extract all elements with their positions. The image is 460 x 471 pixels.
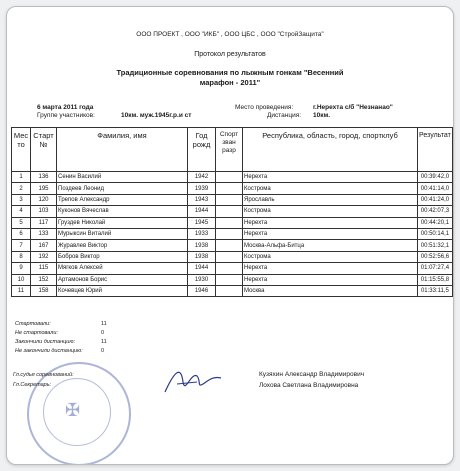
cell-name: Журавлев Виктор (57, 240, 188, 251)
table-row (12, 217, 453, 228)
stat-value: 0 (101, 330, 105, 336)
cell-year: 1942 (188, 172, 216, 183)
cell-name: Поздеев Леонид (57, 183, 188, 194)
col-header-year: Год рожд (188, 128, 216, 172)
cell-year: 1930 (188, 274, 216, 285)
stat-value: 11 (101, 339, 107, 345)
eagle-emblem-icon: ✠ (65, 400, 81, 420)
cell-place: 2 (12, 183, 31, 194)
cell-name: Артамонов Борис (57, 274, 188, 285)
protocol-title: Протокол результатов (194, 51, 266, 58)
cell-bib: 115 (31, 263, 57, 274)
distance-label: Дистанция: (267, 112, 302, 119)
event-date: 6 марта 2011 года (37, 104, 94, 111)
cell-result: 00:41:14,0 (418, 183, 453, 194)
cell-rank (216, 263, 243, 274)
cell-result: 00:52:56,6 (418, 251, 453, 262)
cell-rank (216, 228, 243, 239)
cell-bib: 136 (31, 172, 57, 183)
cell-club: Нерехта (243, 217, 418, 228)
col-header-bib: Старт № (31, 128, 57, 172)
secretary-name: Лохова Светлана Владимировна (259, 382, 359, 389)
cell-place: 10 (12, 274, 31, 285)
cell-year: 1939 (188, 183, 216, 194)
cell-bib: 133 (31, 228, 57, 239)
document-frame (6, 6, 454, 465)
cell-club: Кострома (243, 251, 418, 262)
cell-name: Сенин Василий (57, 172, 188, 183)
cell-year: 1946 (188, 285, 216, 296)
cell-rank (216, 240, 243, 251)
cell-club: Нерехта (243, 228, 418, 239)
cell-club: Кострома (243, 183, 418, 194)
table-row (12, 263, 453, 274)
table-row (12, 172, 453, 183)
cell-result: 01:07:27,4 (418, 263, 453, 274)
organizers-line: ООО ПРОЕКТ , ООО "ИКБ" , ООО ЦБС , ООО "СтройЗащита" (136, 31, 324, 38)
cell-name: Куконов Вячеслав (57, 206, 188, 217)
cell-year: 1938 (188, 251, 216, 262)
event-title-line2: марафон - 2011" (199, 78, 261, 87)
cell-name: Бобров Виктор (57, 251, 188, 262)
table-row (12, 240, 453, 251)
cell-place: 8 (12, 251, 31, 262)
cell-place: 6 (12, 228, 31, 239)
cell-place: 7 (12, 240, 31, 251)
cell-name: Груздев Николай (57, 217, 188, 228)
table-row (12, 251, 453, 262)
cell-club: Ярославль (243, 194, 418, 205)
cell-club: Нерехта (243, 274, 418, 285)
secretary-label: Гл.Секретарь: (13, 382, 52, 388)
cell-result: 00:42:07,3 (418, 206, 453, 217)
group-label: Группе участников: (37, 112, 95, 119)
cell-club: Москва (243, 285, 418, 296)
col-header-place: Мес то (12, 128, 31, 172)
cell-year: 1938 (188, 240, 216, 251)
cell-name: Кочевцев Юрий (57, 285, 188, 296)
cell-bib: 120 (31, 194, 57, 205)
stat-label: Не стартовали: (15, 330, 58, 336)
stat-label: Закончили дистанцию: (15, 339, 76, 345)
stat-value: 0 (101, 348, 105, 354)
cell-place: 9 (12, 263, 31, 274)
event-title-line1: Традиционные соревнования по лыжным гонкам "Весенний (116, 68, 344, 77)
cell-club: Нерехта (243, 263, 418, 274)
cell-year: 1945 (188, 217, 216, 228)
venue-value: г.Нерехта с/б "Незнанао" (313, 104, 393, 111)
col-header-rank: Спорт зван разр (216, 128, 243, 172)
cell-rank (216, 206, 243, 217)
results-header-row (12, 128, 453, 172)
stat-label: Не закончили дистанцию: (15, 348, 83, 354)
cell-year: 1933 (188, 228, 216, 239)
cell-place: 11 (12, 285, 31, 296)
results-table (11, 127, 453, 297)
cell-result: 00:41:24,0 (418, 194, 453, 205)
cell-place: 5 (12, 217, 31, 228)
cell-bib: 195 (31, 183, 57, 194)
stat-value: 11 (101, 321, 107, 327)
table-row (12, 194, 453, 205)
cell-name: Мурыксин Виталий (57, 228, 188, 239)
cell-result: 00:39:42,0 (418, 172, 453, 183)
cell-bib: 152 (31, 274, 57, 285)
cell-year: 1944 (188, 206, 216, 217)
stat-label: Стартовали: (15, 321, 51, 327)
judge-name: Кузяхин Александр Владимирович (259, 371, 365, 378)
table-row (12, 206, 453, 217)
cell-result: 00:44:20,1 (418, 217, 453, 228)
cell-rank (216, 172, 243, 183)
cell-bib: 103 (31, 206, 57, 217)
cell-place: 1 (12, 172, 31, 183)
cell-bib: 192 (31, 251, 57, 262)
distance-value: 10км. (313, 112, 331, 119)
cell-bib: 117 (31, 217, 57, 228)
col-header-name: Фамилия, имя (57, 128, 188, 172)
cell-result: 00:50:14,1 (418, 228, 453, 239)
cell-rank (216, 251, 243, 262)
table-row (12, 228, 453, 239)
venue-label: Место проведения: (235, 104, 294, 111)
cell-bib: 167 (31, 240, 57, 251)
judge-signature-icon (157, 362, 227, 402)
cell-result: 01:15:55,8 (418, 274, 453, 285)
cell-bib: 158 (31, 285, 57, 296)
cell-club: Нерехта (243, 172, 418, 183)
cell-club: Москва-Альфа-Битца (243, 240, 418, 251)
judge-label: Гл.судья соревнований: (13, 372, 74, 378)
cell-rank (216, 194, 243, 205)
cell-rank (216, 285, 243, 296)
cell-name: Мягков Алексей (57, 263, 188, 274)
table-row (12, 274, 453, 285)
group-value: 10км. муж.1945г.р.и ст (121, 112, 192, 119)
cell-place: 3 (12, 194, 31, 205)
cell-place: 4 (12, 206, 31, 217)
table-row (12, 183, 453, 194)
cell-name: Трепов Александр (57, 194, 188, 205)
cell-rank (216, 217, 243, 228)
table-row (12, 285, 453, 296)
cell-result: 00:51:32,1 (418, 240, 453, 251)
cell-year: 1943 (188, 194, 216, 205)
cell-rank (216, 274, 243, 285)
col-header-club: Республика, область, город, спортклуб (243, 128, 418, 172)
cell-club: Кострома (243, 206, 418, 217)
cell-year: 1944 (188, 263, 216, 274)
col-header-result: Результат (418, 128, 453, 172)
cell-result: 01:33:11,5 (418, 285, 453, 296)
cell-rank (216, 183, 243, 194)
